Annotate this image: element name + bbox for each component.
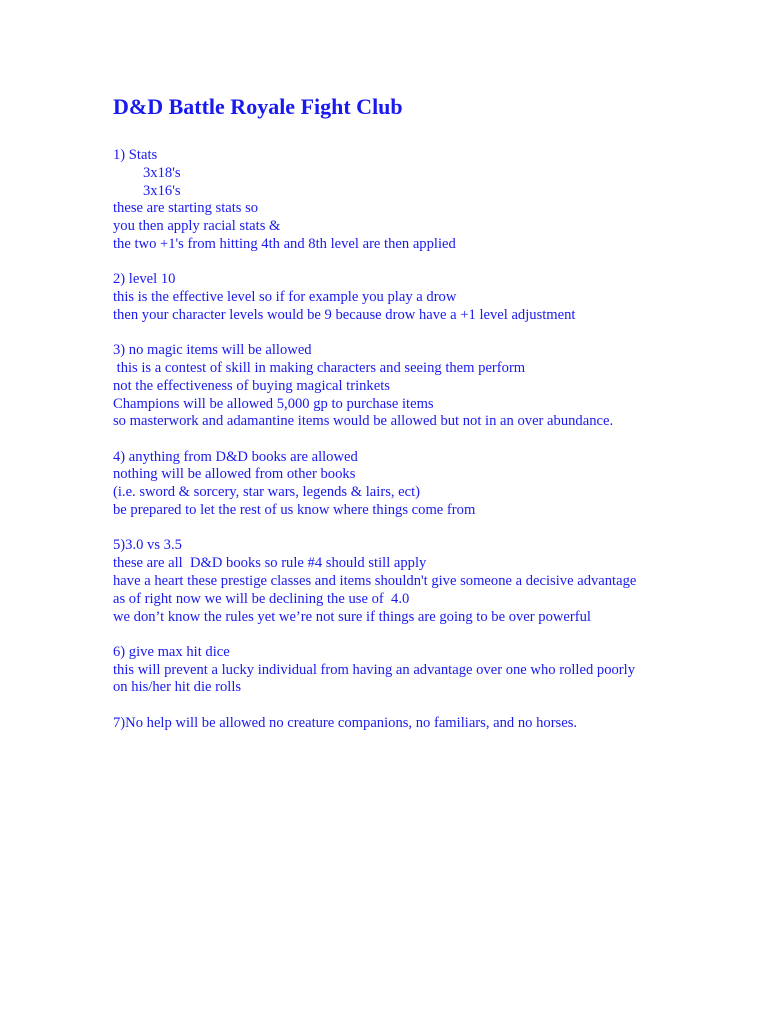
rule-line: be prepared to let the rest of us know where things come from (113, 502, 476, 519)
rule-heading: 3) no magic items will be allowed (113, 342, 312, 359)
rule-line: so masterwork and adamantine items would be allowed but not in an over abundance. (113, 413, 614, 430)
rule-line: as of right now we will be declining the use of 4.0 (113, 590, 410, 607)
rule-stats (113, 147, 713, 254)
rule-level (113, 271, 713, 324)
rule-heading: 2) level 10 (113, 271, 176, 288)
rule-line: these are all D&D books so rule #4 should still apply (113, 555, 427, 572)
rule-line: this is the effective level so if for example you play a drow (113, 289, 457, 306)
rule-line: we don’t know the rules yet we’re not sure if things are going to be over powerful (113, 608, 591, 625)
rule-heading: 1) Stats (113, 147, 158, 163)
rule-line: not the effectiveness of buying magical trinkets (113, 377, 390, 394)
rule-line: this is a contest of skill in making characters and seeing them perform (113, 359, 526, 376)
rule-line: nothing will be allowed from other books (113, 466, 356, 483)
rule-line: this will prevent a lucky individual from having an advantage over one who rolled poorly (113, 661, 635, 678)
rule-no-help (113, 715, 713, 733)
rule-books (113, 449, 713, 520)
rule-heading: 5)3.0 vs 3.5 (113, 537, 182, 554)
rule-line: have a heart these prestige classes and items shouldn't give someone a decisive advantage (113, 572, 637, 589)
rule-line: 3x18's (143, 164, 181, 181)
rule-line: the two +1's from hitting 4th and 8th level are then applied (113, 235, 456, 252)
rule-heading: 6) give max hit dice (113, 643, 230, 660)
rule-line: Champions will be allowed 5,000 gp to purchase items (113, 395, 434, 412)
rule-line: (i.e. sword & sorcery, star wars, legends & lairs, ect) (113, 484, 421, 501)
rule-heading: 7)No help will be allowed no creature companions, no familiars, and no horses. (113, 714, 578, 731)
rule-line: 3x16's (143, 182, 181, 199)
document-page (113, 93, 713, 750)
rule-hit-dice (113, 644, 713, 697)
document-title: D&D Battle Royale Fight Club (113, 94, 403, 119)
rule-line: on his/her hit die rolls (113, 679, 242, 696)
rule-line: these are starting stats so (113, 200, 259, 217)
rule-line: you then apply racial stats & (113, 218, 281, 235)
rule-magic-items (113, 342, 713, 431)
rule-line: then your character levels would be 9 because drow have a +1 level adjustment (113, 306, 576, 323)
rule-heading: 4) anything from D&D books are allowed (113, 448, 358, 465)
rule-versions (113, 537, 713, 626)
